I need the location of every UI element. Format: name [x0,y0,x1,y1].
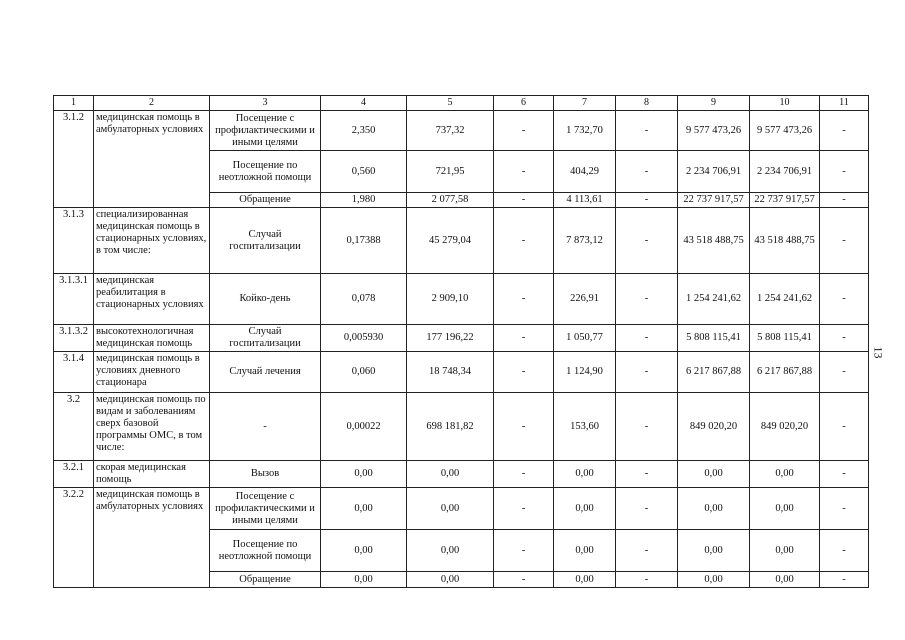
per-capita-cell: 226,91 [554,274,616,325]
col6-cell: - [494,193,554,208]
row-name: скорая медицинская помощь [94,461,210,488]
col11-cell: - [820,151,869,193]
unit-cell: Случай лечения [210,352,321,393]
table-row [54,208,869,274]
oms-total-cell: 849 020,20 [750,393,820,461]
col11-cell: - [820,488,869,530]
col11-cell: - [820,393,869,461]
column-header-3: 3 [210,96,321,111]
row-name: высокотехнологичная медицинская помощь [94,325,210,352]
col6-cell: - [494,274,554,325]
rate-cell: 1,980 [321,193,407,208]
col6-cell: - [494,352,554,393]
rate-cell: 0,078 [321,274,407,325]
oms-total-cell: 9 577 473,26 [750,111,820,151]
per-capita-cell: 1 050,77 [554,325,616,352]
row-code: 3.2.1 [54,461,94,488]
col8-cell: - [616,572,678,588]
row-code: 3.1.3.1 [54,274,94,325]
total-cell: 1 254 241,62 [678,274,750,325]
col8-cell: - [616,208,678,274]
row-name: специализированная медицинская помощь в стационарных условиях, в том числе: [94,208,210,274]
unit-cell: Посещение с профилактическими и иными целями [210,111,321,151]
unit-cell: - [210,393,321,461]
col6-cell: - [494,325,554,352]
per-capita-cell: 4 113,61 [554,193,616,208]
table-row [54,111,869,151]
unit-cell: Посещение по неотложной помощи [210,530,321,572]
col11-cell: - [820,193,869,208]
column-header-7: 7 [554,96,616,111]
table-body [54,111,869,588]
column-header-4: 4 [321,96,407,111]
table-row [54,488,869,530]
oms-total-cell: 43 518 488,75 [750,208,820,274]
unit-cell: Случай госпитализации [210,208,321,274]
rate-cell: 0,00 [321,572,407,588]
table-row [54,461,869,488]
per-capita-cell: 0,00 [554,572,616,588]
col6-cell: - [494,461,554,488]
oms-total-cell: 1 254 241,62 [750,274,820,325]
cost-cell: 177 196,22 [407,325,494,352]
table-row [54,274,869,325]
col11-cell: - [820,208,869,274]
row-code: 3.2.2 [54,488,94,588]
cost-cell: 0,00 [407,530,494,572]
col6-cell: - [494,208,554,274]
total-cell: 0,00 [678,530,750,572]
col8-cell: - [616,488,678,530]
cost-cell: 737,32 [407,111,494,151]
col8-cell: - [616,151,678,193]
rate-cell: 0,00022 [321,393,407,461]
rate-cell: 0,17388 [321,208,407,274]
total-cell: 43 518 488,75 [678,208,750,274]
oms-total-cell: 2 234 706,91 [750,151,820,193]
column-header-2: 2 [94,96,210,111]
rate-cell: 0,00 [321,461,407,488]
col11-cell: - [820,352,869,393]
col11-cell: - [820,461,869,488]
per-capita-cell: 1 124,90 [554,352,616,393]
per-capita-cell: 1 732,70 [554,111,616,151]
total-cell: 0,00 [678,572,750,588]
per-capita-cell: 0,00 [554,461,616,488]
total-cell: 2 234 706,91 [678,151,750,193]
table-row [54,352,869,393]
row-code: 3.1.2 [54,111,94,208]
col8-cell: - [616,325,678,352]
unit-cell: Посещение по неотложной помощи [210,151,321,193]
row-name: медицинская помощь по видам и заболеваниям сверх базовой программы ОМС, в том числе: [94,393,210,461]
unit-cell: Обращение [210,193,321,208]
cost-cell: 721,95 [407,151,494,193]
per-capita-cell: 0,00 [554,488,616,530]
per-capita-cell: 404,29 [554,151,616,193]
row-name: медицинская помощь в амбулаторных условиях [94,488,210,588]
col6-cell: - [494,488,554,530]
per-capita-cell: 153,60 [554,393,616,461]
row-code: 3.2 [54,393,94,461]
cost-cell: 18 748,34 [407,352,494,393]
row-code: 3.1.4 [54,352,94,393]
column-header-5: 5 [407,96,494,111]
col6-cell: - [494,393,554,461]
cost-cell: 698 181,82 [407,393,494,461]
total-cell: 0,00 [678,488,750,530]
column-header-8: 8 [616,96,678,111]
column-number-header [54,96,869,111]
oms-total-cell: 0,00 [750,488,820,530]
row-name: медицинская помощь в амбулаторных условиях [94,111,210,208]
rate-cell: 0,060 [321,352,407,393]
column-header-9: 9 [678,96,750,111]
unit-cell: Вызов [210,461,321,488]
row-name: медицинская помощь в условиях дневного стационара [94,352,210,393]
table-row [54,393,869,461]
oms-total-cell: 5 808 115,41 [750,325,820,352]
col6-cell: - [494,111,554,151]
unit-cell: Случай госпитализации [210,325,321,352]
total-cell: 849 020,20 [678,393,750,461]
col11-cell: - [820,572,869,588]
rate-cell: 0,005930 [321,325,407,352]
cost-cell: 2 909,10 [407,274,494,325]
unit-cell: Обращение [210,572,321,588]
total-cell: 0,00 [678,461,750,488]
col8-cell: - [616,274,678,325]
rate-cell: 0,560 [321,151,407,193]
cost-cell: 2 077,58 [407,193,494,208]
col8-cell: - [616,461,678,488]
cost-cell: 0,00 [407,461,494,488]
column-header-1: 1 [54,96,94,111]
column-header-10: 10 [750,96,820,111]
column-header-11: 11 [820,96,869,111]
total-cell: 6 217 867,88 [678,352,750,393]
rate-cell: 0,00 [321,530,407,572]
per-capita-cell: 0,00 [554,530,616,572]
row-name: медицинская реабилитация в стационарных условиях [94,274,210,325]
oms-total-cell: 0,00 [750,572,820,588]
col8-cell: - [616,193,678,208]
col8-cell: - [616,352,678,393]
total-cell: 5 808 115,41 [678,325,750,352]
oms-total-cell: 6 217 867,88 [750,352,820,393]
col11-cell: - [820,111,869,151]
per-capita-cell: 7 873,12 [554,208,616,274]
column-header-6: 6 [494,96,554,111]
col11-cell: - [820,530,869,572]
col8-cell: - [616,530,678,572]
oms-total-cell: 22 737 917,57 [750,193,820,208]
page-number: 13 [871,346,886,359]
tariff-table [53,95,869,588]
col8-cell: - [616,111,678,151]
total-cell: 9 577 473,26 [678,111,750,151]
row-code: 3.1.3.2 [54,325,94,352]
row-code: 3.1.3 [54,208,94,274]
total-cell: 22 737 917,57 [678,193,750,208]
col11-cell: - [820,325,869,352]
oms-total-cell: 0,00 [750,530,820,572]
col6-cell: - [494,151,554,193]
col6-cell: - [494,572,554,588]
table-row [54,325,869,352]
unit-cell: Койко-день [210,274,321,325]
unit-cell: Посещение с профилактическими и иными целями [210,488,321,530]
col11-cell: - [820,274,869,325]
cost-cell: 0,00 [407,572,494,588]
cost-cell: 0,00 [407,488,494,530]
rate-cell: 0,00 [321,488,407,530]
cost-cell: 45 279,04 [407,208,494,274]
tariff-table-sheet [53,95,868,588]
rate-cell: 2,350 [321,111,407,151]
col8-cell: - [616,393,678,461]
col6-cell: - [494,530,554,572]
oms-total-cell: 0,00 [750,461,820,488]
